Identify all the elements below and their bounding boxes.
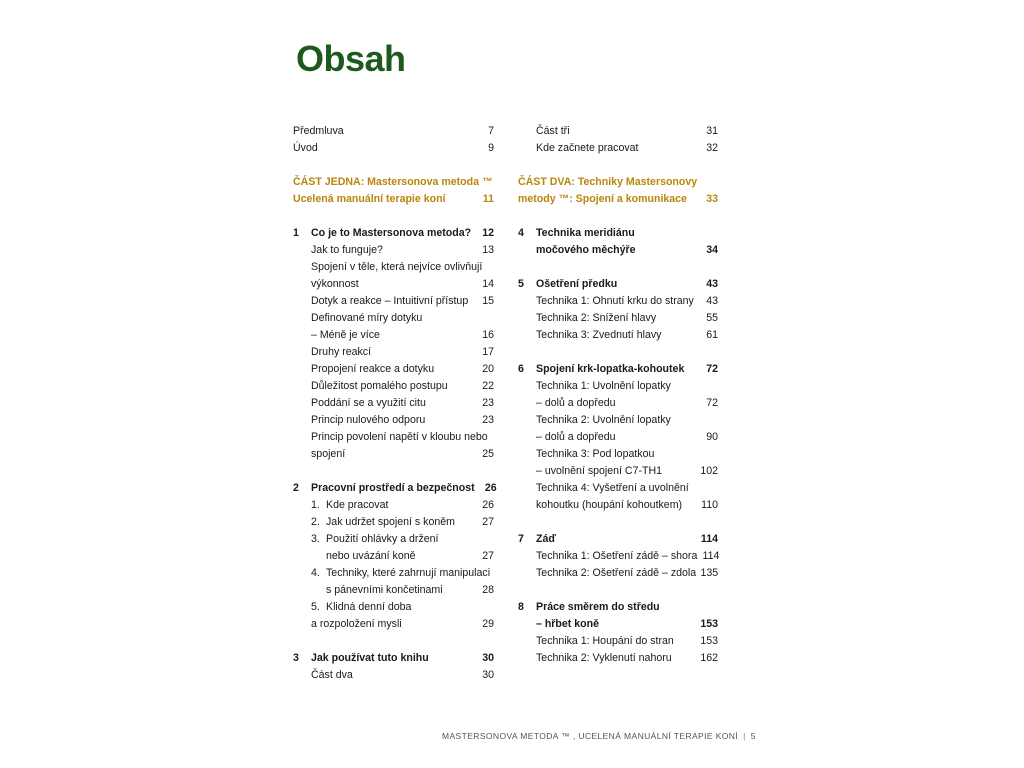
toc-entry xyxy=(518,225,718,242)
toc-entry-title: Jak to funguje? xyxy=(311,244,383,256)
toc-entry xyxy=(518,123,718,140)
toc-entry xyxy=(293,548,494,565)
toc-spacer xyxy=(293,633,494,650)
toc-entry-title: – Méně je více xyxy=(311,329,380,341)
toc-entry-page: 61 xyxy=(706,329,718,341)
toc-entry xyxy=(293,123,494,140)
chapter-number: 2 xyxy=(293,482,299,494)
toc-entry-title: a rozpoložení mysli xyxy=(311,618,402,630)
toc-entry-title: ČÁST JEDNA: Mastersonova metoda ™ xyxy=(293,176,493,188)
toc-entry xyxy=(518,531,718,548)
toc-entry-page: 153 xyxy=(700,618,718,630)
chapter-number: 5 xyxy=(518,278,524,290)
toc-entry xyxy=(518,497,718,514)
toc-entry-page: 7 xyxy=(488,125,494,137)
toc-entry xyxy=(518,480,718,497)
toc-entry-title: ČÁST DVA: Techniky Mastersonovy xyxy=(518,176,698,188)
toc-entry-page: 34 xyxy=(706,244,718,256)
toc-entry-title: Technika 1: Ohnutí krku do strany xyxy=(536,295,694,307)
toc-entry-page: 20 xyxy=(482,363,494,375)
toc-entry-title: Ucelená manuální terapie koní xyxy=(293,193,446,205)
toc-entry-title: Jak používat tuto knihu xyxy=(311,652,429,664)
toc-spacer xyxy=(293,463,494,480)
toc-entry-title: výkonnost xyxy=(311,278,359,290)
footer-separator: | xyxy=(743,731,746,741)
sub-number: 3. xyxy=(311,533,320,545)
toc-spacer xyxy=(293,157,494,174)
toc-entry-page: 114 xyxy=(700,533,718,545)
toc-entry-page: 12 xyxy=(482,227,494,239)
chapter-number: 3 xyxy=(293,652,299,664)
toc-entry-title: Část tři xyxy=(536,125,570,137)
toc-entry-title: Technika 3: Pod lopatkou xyxy=(536,448,655,460)
toc-entry xyxy=(293,378,494,395)
toc-entry xyxy=(518,633,718,650)
toc-entry xyxy=(518,276,718,293)
toc-entry xyxy=(518,565,718,582)
footer-text: MASTERSONOVA METODA ™ , UCELENÁ MANUÁLNÍ TERAPIE KONÍ xyxy=(442,731,739,741)
toc-entry-title: Co je to Mastersonova metoda? xyxy=(311,227,472,239)
toc-entry-page: 153 xyxy=(700,635,718,647)
toc-spacer xyxy=(518,157,718,174)
toc-entry-title: Kde pracovat xyxy=(326,499,389,511)
toc-entry xyxy=(293,276,494,293)
toc-entry xyxy=(293,259,494,276)
toc-entry-title: Část dva xyxy=(311,669,353,681)
toc-entry xyxy=(293,412,494,429)
toc-entry-title: kohoutku (houpání kohoutkem) xyxy=(536,499,683,511)
toc-entry-title: Princip nulového odporu xyxy=(311,414,426,426)
toc-entry-page: 26 xyxy=(484,482,497,494)
toc-entry xyxy=(293,361,494,378)
toc-entry xyxy=(518,140,718,157)
toc-entry-title: Techniky, které zahrnují manipulaci xyxy=(326,567,491,579)
page-footer xyxy=(442,731,756,741)
toc-entry-title: Technika 2: Vyklenutí nahoru xyxy=(536,652,672,664)
toc-entry xyxy=(293,293,494,310)
toc-entry xyxy=(518,395,718,412)
page-title: Obsah xyxy=(296,38,406,79)
toc-entry-title: Technika 1: Ošetření zádě – shora xyxy=(536,550,698,562)
toc-entry xyxy=(293,446,494,463)
toc-entry-page: 72 xyxy=(706,363,718,375)
toc-entry-title: Ošetření předku xyxy=(536,278,618,290)
toc-entry-title: Princip povolení napětí v kloubu nebo xyxy=(311,431,488,443)
toc-entry-title: spojení xyxy=(311,448,346,460)
toc-entry-title: Jak udržet spojení s koněm xyxy=(326,516,455,528)
toc-entry xyxy=(518,310,718,327)
toc-entry xyxy=(518,191,718,208)
toc-entry-page: 28 xyxy=(482,584,494,596)
toc-entry-title: Úvod xyxy=(293,142,318,154)
toc-entry xyxy=(293,140,494,157)
toc-entry-title: Dotyk a reakce – Intuitivní přístup xyxy=(311,295,469,307)
toc-entry-page: 55 xyxy=(706,312,718,324)
toc-entry-page: 15 xyxy=(482,295,494,307)
toc-entry-page: 102 xyxy=(700,465,718,477)
toc-entry-page: 114 xyxy=(702,550,720,562)
toc-entry-page: 26 xyxy=(482,499,494,511)
toc-entry xyxy=(293,616,494,633)
toc-entry-page: 22 xyxy=(482,380,494,392)
toc-entry xyxy=(518,361,718,378)
toc-entry-page: 11 xyxy=(482,193,494,205)
toc-entry xyxy=(293,310,494,327)
toc-entry-page: 27 xyxy=(482,550,494,562)
toc-entry xyxy=(518,463,718,480)
toc-entry-page: 30 xyxy=(482,669,494,681)
sub-number: 4. xyxy=(311,567,320,579)
toc-entry xyxy=(293,429,494,446)
toc-entry-title: Definované míry dotyku xyxy=(311,312,423,324)
toc-entry-title: Záď xyxy=(536,533,556,545)
chapter-number: 7 xyxy=(518,533,524,545)
toc-entry-page: 14 xyxy=(482,278,494,290)
toc-entry xyxy=(293,327,494,344)
toc-entry xyxy=(518,548,718,565)
toc-entry xyxy=(518,174,718,191)
toc-entry-title: Pracovní prostředí a bezpečnost xyxy=(311,482,475,494)
toc-entry-title: močového měchýře xyxy=(536,244,636,256)
toc-entry-page: 16 xyxy=(482,329,494,341)
chapter-number: 8 xyxy=(518,601,524,613)
toc-entry-title: Technika 3: Zvednutí hlavy xyxy=(536,329,662,341)
toc-entry xyxy=(293,191,494,208)
toc-entry-title: Propojení reakce a dotyku xyxy=(311,363,435,375)
sub-number: 5. xyxy=(311,601,320,613)
toc-entry xyxy=(293,650,494,667)
toc-entry-title: Práce směrem do středu xyxy=(536,601,660,613)
toc-entry-page: 31 xyxy=(706,125,718,137)
toc-entry-page: 25 xyxy=(482,448,494,460)
toc-entry-title: Technika 4: Vyšetření a uvolnění xyxy=(536,482,689,494)
toc-entry-title: nebo uvázání koně xyxy=(326,550,416,562)
toc-entry xyxy=(293,344,494,361)
toc-entry-title: Kde začnete pracovat xyxy=(536,142,639,154)
toc-entry xyxy=(293,565,494,582)
toc-column-left xyxy=(293,123,497,684)
footer-page-number: 5 xyxy=(750,731,756,741)
toc-entry-page: 32 xyxy=(706,142,718,154)
toc-entry xyxy=(518,327,718,344)
toc-entry-page: 27 xyxy=(482,516,494,528)
toc-entry-page: 90 xyxy=(706,431,718,443)
toc-entry-title: – hřbet koně xyxy=(536,618,599,630)
toc-entry xyxy=(518,616,718,633)
toc-entry xyxy=(293,531,494,548)
toc-entry xyxy=(518,650,718,667)
chapter-number: 1 xyxy=(293,227,299,239)
toc-entry-title: Technika 2: Uvolnění lopatky xyxy=(536,414,671,426)
toc-entry-page: 23 xyxy=(482,397,494,409)
toc-entry xyxy=(293,480,497,497)
toc-entry-title: Spojení v těle, která nejvíce ovlivňují xyxy=(311,261,483,273)
sub-number: 2. xyxy=(311,516,320,528)
toc-entry-title: Technika 1: Uvolnění lopatky xyxy=(536,380,671,392)
toc-entry-title: Druhy reakcí xyxy=(311,346,372,358)
toc-entry-title: Poddání se a využití citu xyxy=(311,397,426,409)
toc-entry-title: Technika meridiánu xyxy=(536,227,635,239)
toc-entry-page: 9 xyxy=(488,142,494,154)
toc-entry xyxy=(518,293,718,310)
toc-entry-page: 43 xyxy=(706,295,718,307)
toc-entry-page: 29 xyxy=(482,618,494,630)
toc-entry xyxy=(293,599,494,616)
toc-entry-page: 13 xyxy=(482,244,494,256)
toc-entry xyxy=(293,497,494,514)
toc-entry xyxy=(293,395,494,412)
toc-spacer xyxy=(518,514,718,531)
toc-entry-title: – uvolnění spojení C7-TH1 xyxy=(536,465,663,477)
toc-entry-page: 23 xyxy=(482,414,494,426)
toc-entry xyxy=(293,242,494,259)
toc-column-right xyxy=(518,123,718,667)
toc-entry-title: – dolů a dopředu xyxy=(536,397,616,409)
toc-entry-title: Předmluva xyxy=(293,125,344,137)
toc-entry xyxy=(518,446,718,463)
toc-entry-page: 162 xyxy=(700,652,718,664)
toc-entry xyxy=(518,412,718,429)
toc-entry xyxy=(518,599,718,616)
toc-entry-page: 30 xyxy=(482,652,494,664)
toc-entry xyxy=(293,225,494,242)
toc-entry xyxy=(518,429,718,446)
toc-spacer xyxy=(518,344,718,361)
toc-spacer xyxy=(293,208,494,225)
toc-entry-title: metody ™: Spojení a komunikace xyxy=(518,193,687,205)
toc-entry-page: 33 xyxy=(706,193,718,205)
toc-entry-title: Klidná denní doba xyxy=(326,601,412,613)
chapter-number: 6 xyxy=(518,363,524,375)
chapter-number: 4 xyxy=(518,227,524,239)
toc-entry-title: Technika 2: Snížení hlavy xyxy=(536,312,657,324)
toc-entry xyxy=(518,242,718,259)
toc-entry-title: Technika 2: Ošetření zádě – zdola xyxy=(536,567,697,579)
toc-entry-page: 110 xyxy=(701,499,718,511)
toc-entry-page: 72 xyxy=(706,397,718,409)
toc-entry-title: Technika 1: Houpání do stran xyxy=(536,635,674,647)
toc-entry-title: s pánevními končetinami xyxy=(326,584,443,596)
toc-entry-title: Použití ohlávky a držení xyxy=(326,533,439,545)
toc-entry-page: 43 xyxy=(706,278,718,290)
toc-entry-page: 17 xyxy=(482,346,494,358)
toc-spacer xyxy=(518,208,718,225)
toc-entry xyxy=(293,174,494,191)
toc-entry-title: Spojení krk-lopatka-kohoutek xyxy=(536,363,685,375)
toc-spacer xyxy=(518,259,718,276)
toc-entry xyxy=(518,378,718,395)
toc-entry-title: Důležitost pomalého postupu xyxy=(311,380,448,392)
toc-entry xyxy=(293,514,494,531)
toc-entry-title: – dolů a dopředu xyxy=(536,431,616,443)
toc-entry xyxy=(293,582,494,599)
toc-spacer xyxy=(518,582,718,599)
sub-number: 1. xyxy=(311,499,320,511)
toc-entry-page: 135 xyxy=(700,567,719,579)
toc-entry xyxy=(293,667,494,684)
